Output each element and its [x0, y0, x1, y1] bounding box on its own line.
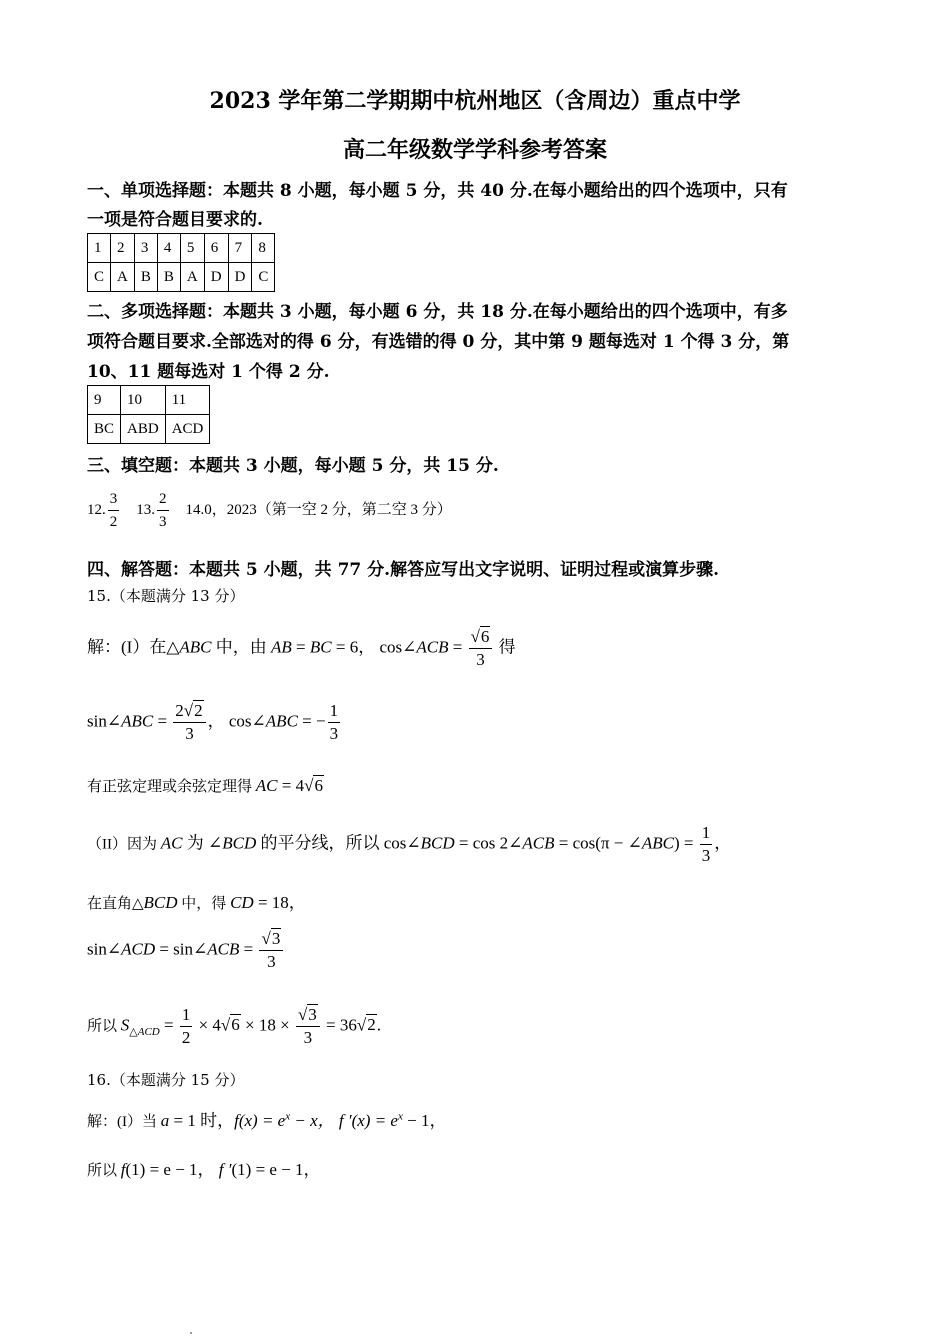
numerator: 1	[700, 822, 713, 845]
text: ，	[207, 711, 225, 731]
text: =	[448, 637, 467, 657]
sqrt: √2	[356, 1015, 376, 1035]
text: = sin∠	[155, 939, 208, 959]
denominator: 3	[476, 650, 485, 669]
text: ACD	[121, 939, 156, 959]
section2-heading-line3: 10、11 题每选对 1 个得 2 分.	[87, 362, 330, 382]
text: 解：(I）在△	[87, 637, 180, 657]
text: (1) = e − 1，	[125, 1160, 215, 1179]
text: .	[376, 1015, 381, 1035]
table-cell: C	[252, 263, 275, 292]
table-cell: B	[134, 263, 157, 292]
radicand: 3	[308, 1005, 317, 1024]
text: f	[234, 1111, 239, 1130]
page-title-line2: 高二年级数学学科参考答案	[342, 137, 607, 163]
table-cell: 2	[111, 234, 135, 263]
subscript: △ACD	[129, 1025, 160, 1038]
coefficient: 2	[175, 701, 184, 720]
q15-line4	[87, 822, 731, 867]
text: 中，由	[211, 637, 272, 657]
numerator	[296, 1004, 320, 1027]
text: 为 ∠	[182, 833, 223, 853]
section2-heading-line1: 二、多项选择题：本题共 3 小题，每小题 6 分，共 18 分.在每小题给出的四个选项中，有多	[87, 302, 788, 322]
q15-line7	[87, 1004, 381, 1049]
radicand: 6	[480, 627, 490, 646]
table-cell: ABD	[121, 415, 166, 444]
text: ACB	[207, 939, 240, 959]
text: = cos	[554, 833, 596, 853]
text: ，	[714, 833, 732, 853]
numerator: 1	[180, 1004, 193, 1027]
table-cell: A	[180, 263, 204, 292]
text: ABC	[265, 711, 298, 731]
numerator: 3	[108, 488, 120, 511]
text: ACB	[416, 637, 449, 657]
table-cell: D	[228, 263, 252, 292]
table-cell: 4	[157, 234, 180, 263]
text: − 1，	[402, 1111, 447, 1130]
table-cell: D	[204, 263, 228, 292]
q16-title: 16.（本题满分 15 分）	[87, 1071, 245, 1089]
q13-label: 13.	[136, 501, 155, 518]
text: = 18，	[253, 893, 306, 912]
text: = 1 时，	[169, 1111, 235, 1130]
q13-fraction	[157, 488, 169, 533]
text: =	[239, 939, 258, 959]
text: a	[160, 1111, 170, 1130]
text: × 18 ×	[240, 1015, 294, 1035]
fraction	[700, 822, 713, 867]
sqrt: √6	[304, 776, 323, 795]
section2-answer-table	[87, 385, 210, 444]
superscript: x	[285, 1110, 291, 1123]
table-row	[88, 234, 275, 263]
table-cell: 5	[180, 234, 204, 263]
text: f	[120, 1160, 126, 1179]
radicand: 2	[194, 701, 203, 720]
table-cell: BC	[88, 415, 121, 444]
fraction	[259, 928, 283, 973]
fraction	[296, 1004, 320, 1049]
table-cell: 8	[252, 234, 275, 263]
text: 所以	[87, 1163, 121, 1179]
table-cell: C	[88, 263, 111, 292]
text: =	[153, 711, 172, 731]
text: = 6，	[331, 637, 376, 657]
fraction	[180, 1004, 193, 1049]
text: 所以	[87, 1018, 121, 1035]
q15-line5	[87, 888, 306, 913]
text: BCD	[222, 833, 257, 853]
table-cell: 7	[228, 234, 252, 263]
section1-heading-line2: 一项是符合题目要求的.	[87, 210, 263, 230]
sqrt: √6	[220, 1015, 240, 1035]
q15-line1	[87, 626, 516, 671]
text: f ′	[338, 1111, 352, 1130]
numerator: 2	[157, 488, 169, 511]
text: = 36	[321, 1015, 357, 1035]
denominator: 3	[185, 724, 194, 743]
text: ABC	[641, 833, 674, 853]
sqrt: √3	[297, 1005, 317, 1024]
text: ACB	[522, 833, 555, 853]
section4-heading: 四、解答题：本题共 5 小题，共 77 分.解答应写出文字说明、证明过程或演算步骤.	[87, 560, 719, 580]
q15-line3	[87, 775, 324, 796]
section2-heading-line2: 项符合题目要求.全部选对的得 6 分，有选错的得 0 分，其中第 9 题每选对 1 个得 3 分，第	[87, 332, 790, 352]
fill-in-answers	[87, 488, 452, 533]
text: 在直角△	[87, 896, 144, 912]
text: sin∠	[87, 939, 122, 959]
text: sin∠	[87, 711, 122, 731]
text: ABC	[179, 637, 212, 657]
text: CD	[230, 893, 254, 912]
denominator: 3	[267, 952, 276, 971]
table-cell: 6	[204, 234, 228, 263]
text: 得	[494, 637, 516, 657]
table-cell: 3	[134, 234, 157, 263]
page-title-line1: 2023 学年第二学期期中杭州地区（含周边）重点中学	[209, 88, 741, 114]
table-row	[88, 415, 210, 444]
section1-heading-line1: 一、单项选择题：本题共 8 小题，每小题 5 分，共 40 分.在每小题给出的四个选项中，只有	[87, 181, 788, 201]
sqrt: √2	[183, 701, 203, 720]
numerator	[469, 626, 493, 649]
table-cell: 11	[165, 386, 210, 415]
table-cell: B	[157, 263, 180, 292]
scan-dot	[190, 1332, 192, 1334]
text: = −	[297, 711, 326, 731]
numerator	[259, 928, 283, 951]
text: S	[120, 1015, 130, 1035]
text: （II）因为	[87, 836, 161, 853]
text: (x) = e	[351, 1111, 398, 1130]
denominator: 2	[181, 1028, 191, 1047]
text: × 4	[194, 1015, 221, 1035]
q15-line6	[87, 928, 285, 973]
text: AC	[160, 833, 183, 853]
text: 有正弦定理或余弦定理得	[87, 779, 256, 795]
table-row	[88, 386, 210, 415]
q12-fraction	[108, 488, 120, 533]
text: )	[673, 833, 680, 853]
text: BCD	[143, 893, 178, 912]
table-row	[88, 263, 275, 292]
table-cell: 9	[88, 386, 121, 415]
text: =	[291, 637, 310, 657]
q12-label: 12.	[87, 501, 106, 518]
table-cell: 1	[88, 234, 111, 263]
text: − x，	[290, 1111, 335, 1130]
text: =	[679, 833, 698, 853]
text: = 4	[277, 776, 305, 795]
q15-title: 15.（本题满分 13 分）	[87, 587, 245, 605]
text: cos∠	[228, 711, 266, 731]
radicand: 6	[231, 1015, 240, 1035]
radicand: 6	[314, 776, 323, 795]
text: f ′	[218, 1160, 232, 1179]
fraction	[469, 626, 493, 671]
fraction	[328, 700, 341, 745]
text: 的平分线，所以 cos∠	[256, 833, 421, 853]
q14-answer: 14.0，2023（第一空 2 分，第二空 3 分）	[185, 501, 452, 518]
table-cell: A	[111, 263, 135, 292]
radicand: 2	[367, 1015, 376, 1035]
q15-line2	[87, 700, 342, 745]
text: 解：(I）当	[87, 1114, 161, 1130]
text: (1) = e − 1，	[231, 1160, 321, 1179]
fraction	[173, 700, 205, 745]
q16-line2	[87, 1155, 321, 1180]
text: (x) = e	[238, 1111, 286, 1130]
denominator: 3	[329, 724, 339, 743]
numerator: 1	[328, 700, 341, 723]
section3-heading: 三、填空题：本题共 3 小题，每小题 5 分，共 15 分.	[87, 456, 499, 476]
table-cell: 10	[121, 386, 166, 415]
radicand: 3	[271, 929, 281, 948]
text: AB	[271, 637, 292, 657]
denominator: 3	[701, 846, 711, 865]
text: = cos 2∠	[454, 833, 523, 853]
text: =	[159, 1015, 178, 1035]
section1-answer-table	[87, 233, 275, 292]
text: cos∠	[379, 637, 417, 657]
table-cell: ACD	[165, 415, 210, 444]
sqrt: √3	[261, 929, 281, 948]
text: (π − ∠	[595, 833, 642, 853]
denominator: 3	[303, 1028, 313, 1047]
superscript: x	[397, 1110, 403, 1123]
q16-line1	[87, 1106, 446, 1131]
sqrt: √6	[470, 627, 490, 646]
numerator	[173, 700, 205, 723]
text: ABC	[121, 711, 154, 731]
text: BC	[309, 637, 332, 657]
denominator: 2	[109, 514, 118, 530]
text: 中，得	[177, 896, 231, 912]
text: BCD	[420, 833, 455, 853]
text: AC	[255, 776, 278, 795]
denominator: 3	[159, 514, 167, 530]
